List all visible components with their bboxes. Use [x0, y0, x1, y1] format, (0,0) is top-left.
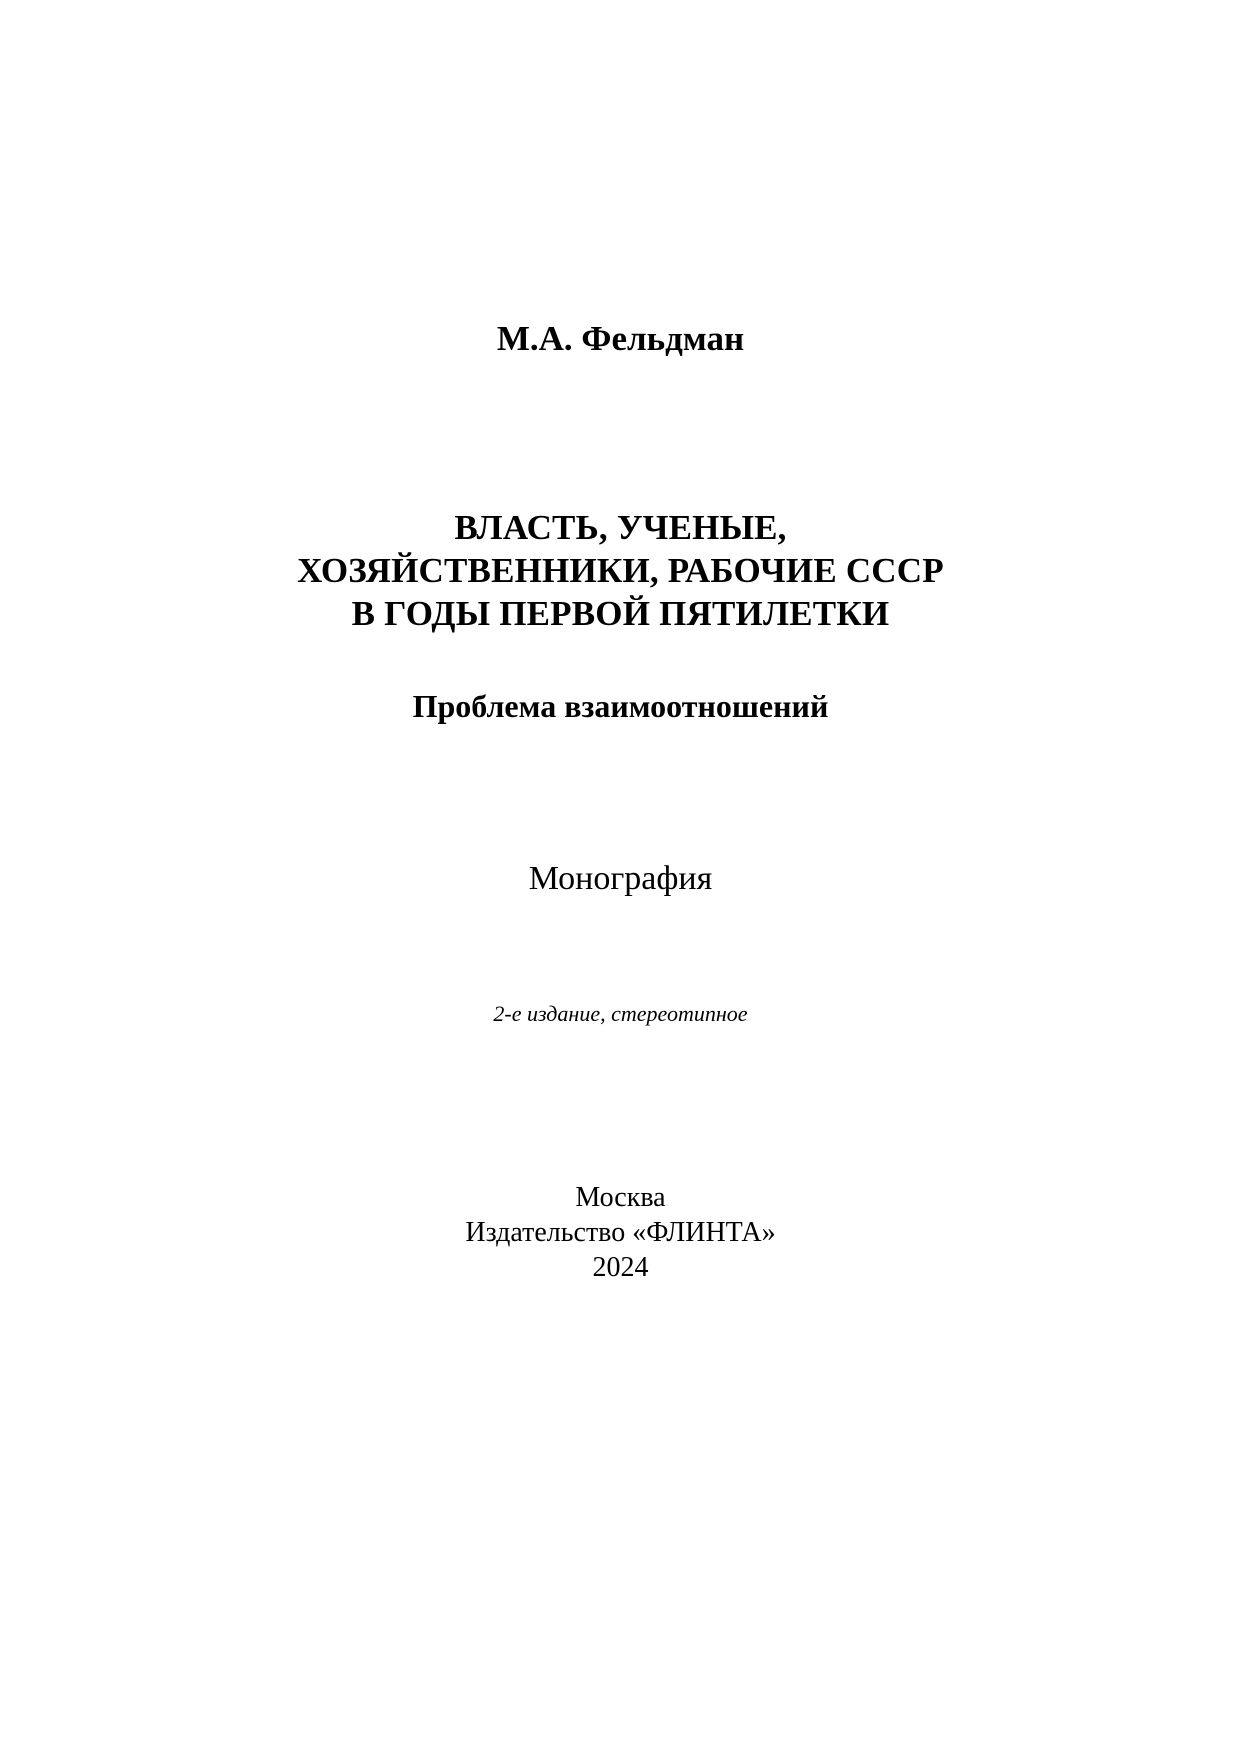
book-title-line-2: ХОЗЯЙСТВЕННИКИ, РАБОЧИЕ СССР: [297, 551, 944, 590]
author-name: М.А. Фельдман: [496, 319, 745, 358]
book-title-line-3: В ГОДЫ ПЕРВОЙ ПЯТИЛЕТКИ: [351, 594, 890, 633]
imprint-year: 2024: [592, 1252, 649, 1283]
imprint-city: Москва: [575, 1182, 666, 1213]
book-subtitle: Проблема взаимоотношений: [412, 688, 829, 724]
edition-note: 2-е издание, стереотипное: [493, 1001, 748, 1026]
book-genre: Монография: [528, 860, 713, 897]
book-title-line-1: ВЛАСТЬ, УЧЕНЫЕ,: [454, 508, 787, 547]
imprint-publisher: Издательство «ФЛИНТА»: [465, 1217, 776, 1248]
